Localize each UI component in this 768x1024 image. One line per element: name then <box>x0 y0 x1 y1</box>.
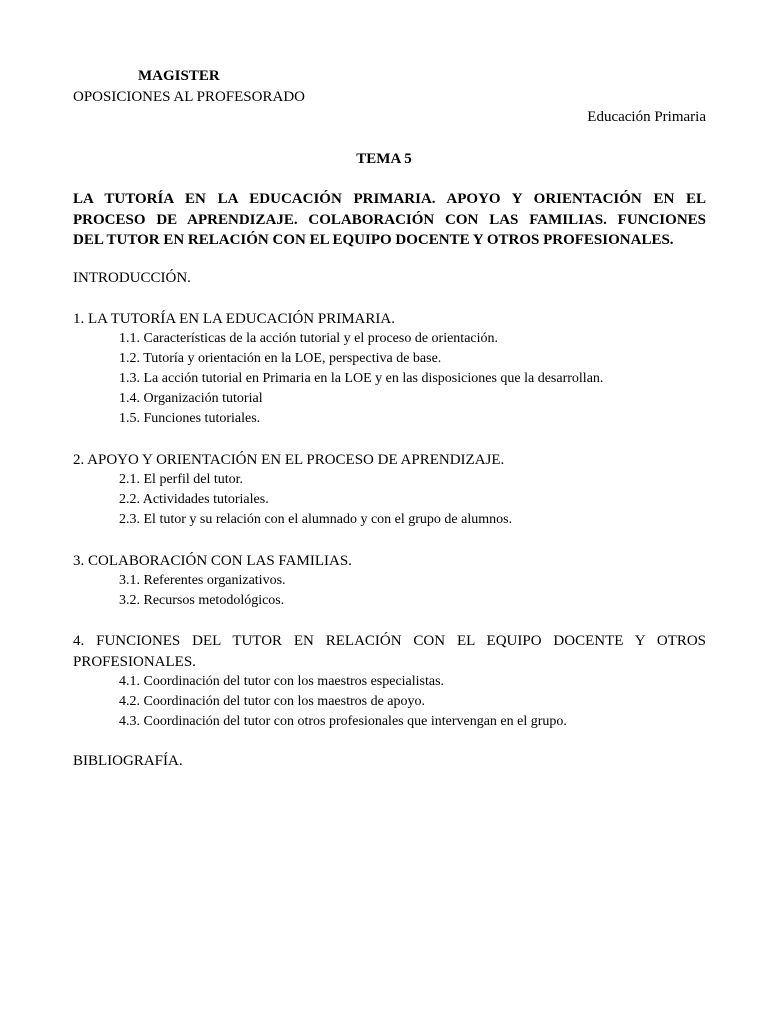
outline-item: 4.3. Coordinación del tutor con otros profesionales que intervengan en el grupo. <box>119 714 567 729</box>
outline-item: 2.2. Actividades tutoriales. <box>119 492 269 507</box>
brand-name: MAGISTER <box>138 68 220 84</box>
outline-item: 3.2. Recursos metodológicos. <box>119 593 285 608</box>
outline-item: 1.1. Características de la acción tutorial y el proceso de orientación. <box>119 331 499 346</box>
section-heading-continuation: PROFESIONALES. <box>73 654 196 670</box>
topic-title-line: DEL TUTOR EN RELACIÓN CON EL EQUIPO DOCENTE Y OTROS PROFESIONALES. <box>73 232 674 248</box>
topic-title <box>73 189 706 251</box>
outline-item: 1.5. Funciones tutoriales. <box>119 411 261 426</box>
education-level: Educación Primaria <box>587 109 706 125</box>
tema-title: TEMA 5 <box>356 151 412 167</box>
section-heading: 2. APOYO Y ORIENTACIÓN EN EL PROCESO DE APRENDIZAJE. <box>73 452 505 468</box>
topic-title-line: LA TUTORÍA EN LA EDUCACIÓN PRIMARIA. APOYO Y ORIENTACIÓN EN EL <box>73 191 706 207</box>
outline-item: 1.3. La acción tutorial en Primaria en la LOE y en las disposiciones que la desarrollan. <box>119 371 604 386</box>
section-heading: 1. LA TUTORÍA EN LA EDUCACIÓN PRIMARIA. <box>73 311 395 327</box>
section-heading: 4. FUNCIONES DEL TUTOR EN RELACIÓN CON EL EQUIPO DOCENTE Y OTROS <box>73 633 706 649</box>
outline-item: 3.1. Referentes organizativos. <box>119 573 286 588</box>
outline-item: 2.3. El tutor y su relación con el alumnado y con el grupo de alumnos. <box>119 512 513 527</box>
outline-item: 1.2. Tutoría y orientación en la LOE, perspectiva de base. <box>119 351 442 366</box>
outline-item: 4.1. Coordinación del tutor con los maestros especialistas. <box>119 674 445 689</box>
outline-item: 2.1. El perfil del tutor. <box>119 472 244 487</box>
outline-item: 4.2. Coordinación del tutor con los maestros de apoyo. <box>119 694 425 709</box>
topic-title-line: PROCESO DE APRENDIZAJE. COLABORACIÓN CON LAS FAMILIAS. FUNCIONES <box>73 211 706 228</box>
introduction-heading: INTRODUCCIÓN. <box>73 270 191 286</box>
section-heading: 3. COLABORACIÓN CON LAS FAMILIAS. <box>73 553 352 569</box>
bibliography-heading: BIBLIOGRAFÍA. <box>73 753 183 769</box>
outline-item: 1.4. Organización tutorial <box>119 391 263 406</box>
brand-subtitle: OPOSICIONES AL PROFESORADO <box>73 89 305 105</box>
